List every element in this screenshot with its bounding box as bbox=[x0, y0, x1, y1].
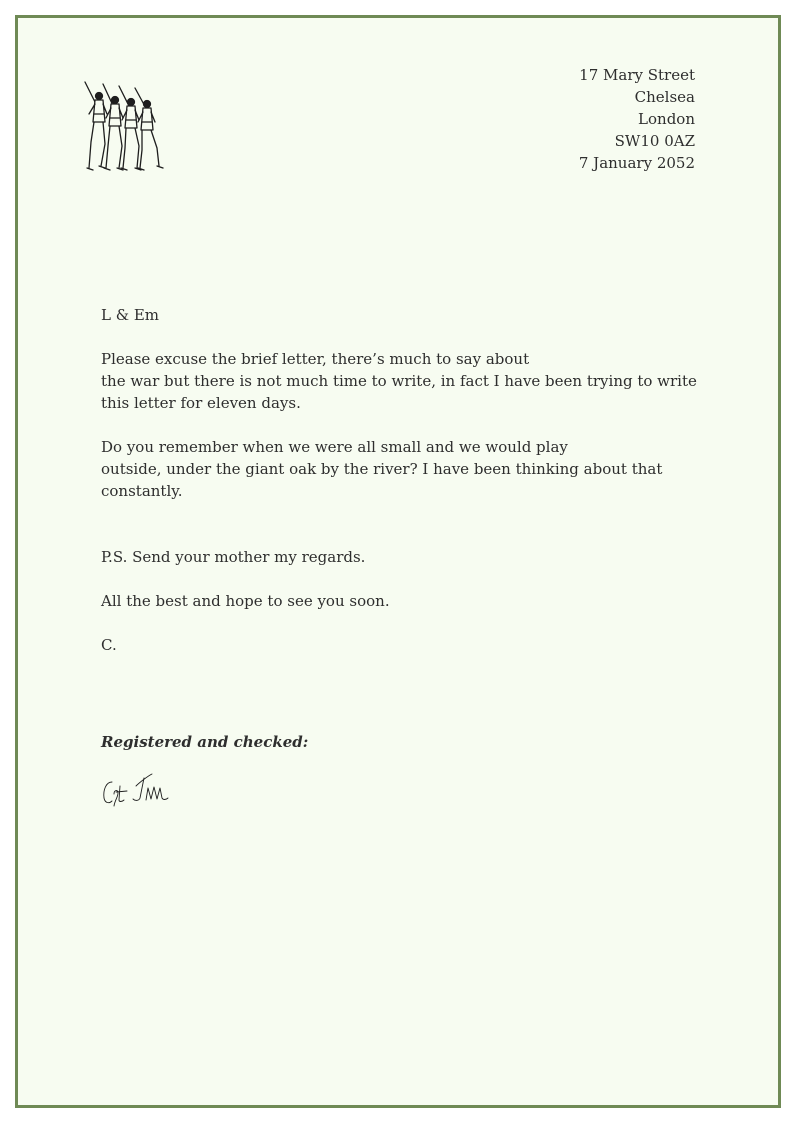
letter-page bbox=[15, 15, 781, 1108]
salutation: L & Em bbox=[101, 306, 160, 324]
paragraph-2 bbox=[101, 436, 701, 502]
paragraph-1-line-2: the war but there is not much time to write, in fact I have been trying to write bbox=[101, 372, 697, 390]
address-city: London bbox=[638, 110, 695, 128]
address-area: Chelsea bbox=[634, 88, 695, 106]
paragraph-2-line-3: constantly. bbox=[101, 482, 183, 500]
address-postcode: SW10 0AZ bbox=[614, 132, 695, 150]
registered-label: Registered and checked: bbox=[101, 733, 309, 751]
paragraph-1-line-1: Please excuse the brief letter, there’s much to say about bbox=[101, 350, 530, 368]
closing-line: All the best and hope to see you soon. bbox=[101, 592, 390, 610]
postscript: P.S. Send your mother my regards. bbox=[101, 548, 366, 566]
paragraph-2-line-2: outside, under the giant oak by the river? I have been thinking about that bbox=[101, 460, 663, 478]
marching-soldiers-icon bbox=[81, 80, 173, 176]
paragraph-2-line-1: Do you remember when we were all small and we would play bbox=[101, 438, 568, 456]
address-street: 17 Mary Street bbox=[579, 66, 695, 84]
sign-off: C. bbox=[101, 636, 117, 654]
paragraph-1-line-3: this letter for eleven days. bbox=[101, 394, 301, 412]
sender-address bbox=[579, 64, 695, 174]
letter-body bbox=[101, 304, 701, 656]
letter-date: 7 January 2052 bbox=[578, 154, 695, 172]
paragraph-1 bbox=[101, 348, 701, 414]
handwritten-signature bbox=[100, 770, 172, 810]
